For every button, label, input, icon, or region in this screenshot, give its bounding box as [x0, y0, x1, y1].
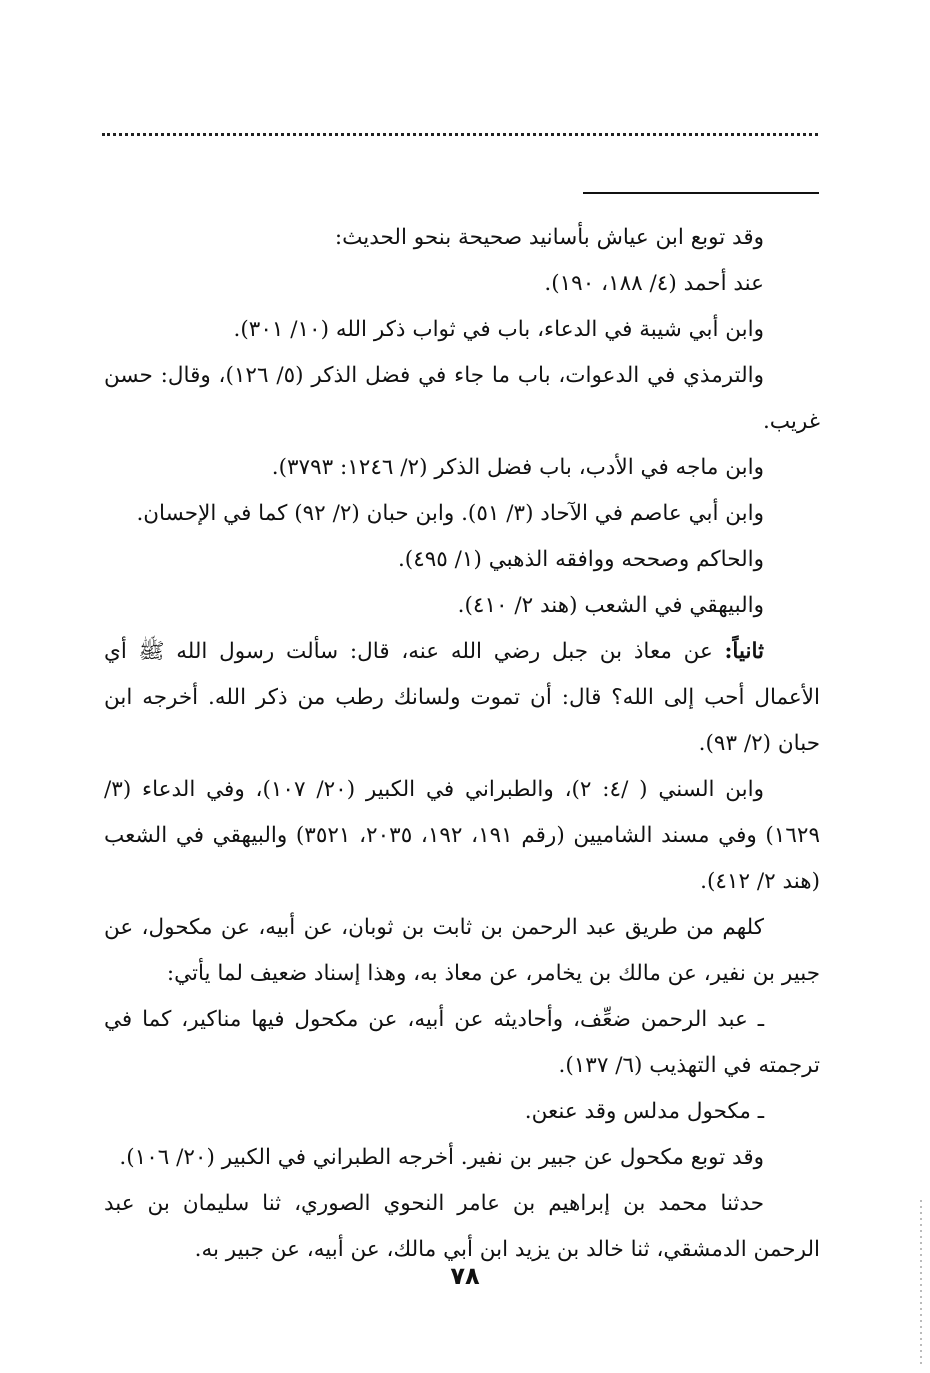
paragraph: وابن أبي عاصم في الآحاد (٣/ ٥١). وابن حبان (٢/ ٩٢) كما في الإحسان.: [136, 501, 764, 526]
paragraph: والترمذي في الدعوات، باب ما جاء في فضل الذكر (٥/ ١٢٦)، وقال: حسن غريب.: [104, 363, 820, 434]
paragraph: وابن السني ( /٤: ٢)، والطبراني في الكبير (٢٠/ ١٠٧)، وفي الدعاء (٣/ ١٦٢٩) وفي مسند الشاميين (رقم ١٩١، ١٩٢، ٢٠٣٥، ٣٥٢١) والبيهقي في الشعب (هند ٢/ ٤١٢).: [104, 777, 820, 894]
paragraph-lead: ثانياً:: [724, 639, 764, 664]
paragraph: وقد توبع مكحول عن جبير بن نفير. أخرجه الطبراني في الكبير (٢٠/ ١٠٦).: [119, 1145, 764, 1170]
page-number: ٧٨: [450, 1262, 480, 1290]
paragraph: عند أحمد (٤/ ١٨٨، ١٩٠).: [544, 271, 764, 296]
footnote-text: [104, 215, 820, 1273]
paragraph: وابن أبي شيبة في الدعاء، باب في ثواب ذكر الله (١٠/ ٣٠١).: [233, 317, 764, 342]
dotted-separator: [102, 133, 818, 136]
paragraph: وقد توبع ابن عياش بأسانيد صحيحة بنحو الحديث:: [334, 225, 764, 250]
paragraph: ثانياً: عن معاذ بن جبل رضي الله عنه، قال: سألت رسول الله ﷺ أي الأعمال أحب إلى الله؟ قال: أن تموت ولسانك رطب من ذكر الله. أخرجه ابن حبان (٢/ ٩٣).: [104, 639, 820, 756]
scan-edge-mark: [920, 1200, 922, 1365]
paragraph: ـ عبد الرحمن ضعِّف، وأحاديثه عن أبيه، عن مكحول فيها مناكير، كما في ترجمته في التهذيب (٦/ ١٣٧).: [104, 1007, 820, 1078]
paragraph: كلهم من طريق عبد الرحمن بن ثابت بن ثوبان، عن أبيه، عن مكحول، عن جبير بن نفير، عن مالك بن يخامر، عن معاذ به، وهذا إسناد ضعيف لما يأتي:: [104, 915, 820, 986]
paragraph: وابن ماجه في الأدب، باب فضل الذكر (٢/ ١٢٤٦: ٣٧٩٣).: [271, 455, 764, 480]
paragraph: ـ مكحول مدلس وقد عنعن.: [524, 1099, 764, 1124]
paragraph: حدثنا محمد بن إبراهيم بن عامر النحوي الصوري، ثنا سليمان بن عبد الرحمن الدمشقي، ثنا خالد بن يزيد ابن أبي مالك، عن أبيه، عن جبير به.: [104, 1191, 820, 1262]
paragraph: والحاكم وصححه ووافقه الذهبي (١/ ٤٩٥).: [397, 547, 764, 572]
paragraph: والبيهقي في الشعب (هند ٢/ ٤١٠).: [457, 593, 764, 618]
footnote-rule: [583, 192, 819, 194]
